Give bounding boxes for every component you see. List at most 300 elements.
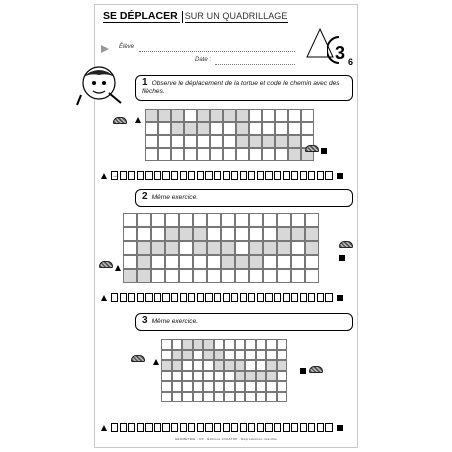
- code-box[interactable]: [317, 423, 324, 432]
- worksheet-page: [94, 4, 358, 448]
- grid-cell: [301, 109, 314, 122]
- code-box[interactable]: [145, 171, 152, 180]
- end-square-icon: [337, 425, 343, 431]
- grid-cell: [179, 241, 193, 255]
- code-box[interactable]: [240, 171, 247, 180]
- grid-cell: [235, 392, 246, 403]
- grid-cell: [277, 371, 288, 382]
- code-box[interactable]: [231, 423, 238, 432]
- grid-cell: [145, 148, 158, 161]
- code-box[interactable]: [223, 171, 230, 180]
- grid-cell: [184, 135, 197, 148]
- grid-cell: [193, 213, 207, 227]
- code-box[interactable]: [325, 293, 332, 302]
- end-square-icon: [321, 148, 327, 154]
- code-box[interactable]: [291, 423, 298, 432]
- grid-cell: [158, 148, 171, 161]
- grid-cell: [291, 213, 305, 227]
- grid-cell: [172, 392, 183, 403]
- grid-cell: [224, 339, 235, 350]
- grid-cell: [277, 269, 291, 283]
- grid-cell: [137, 241, 151, 255]
- grid-cell: [245, 339, 256, 350]
- grid-cell: [193, 269, 207, 283]
- grid-cell: [263, 255, 277, 269]
- grid-cell: [224, 371, 235, 382]
- grid-cell: [249, 241, 263, 255]
- grid-cell: [305, 241, 319, 255]
- code-box[interactable]: [308, 171, 315, 180]
- grid-cell: [145, 135, 158, 148]
- grid-cell: [210, 135, 223, 148]
- grid-cell: [207, 213, 221, 227]
- code-box[interactable]: [248, 423, 255, 432]
- code-box[interactable]: [257, 423, 264, 432]
- grid-cell: [151, 255, 165, 269]
- instruction-3: 3 Même exercice.: [135, 313, 353, 331]
- grid-cell: [172, 371, 183, 382]
- code-box[interactable]: [257, 293, 264, 302]
- grid-cell: [277, 255, 291, 269]
- grid-cell: [179, 269, 193, 283]
- grid-cell: [182, 381, 193, 392]
- grid-cell: [182, 339, 193, 350]
- code-box[interactable]: [214, 171, 221, 180]
- grid-cell: [207, 241, 221, 255]
- code-box[interactable]: [154, 293, 161, 302]
- code-box[interactable]: [162, 423, 169, 432]
- grid-cell: [249, 269, 263, 283]
- title-main: SE DÉPLACER: [103, 10, 178, 22]
- start-triangle-icon: [101, 295, 107, 301]
- page-title: [103, 10, 288, 23]
- turtle-icon: [305, 145, 319, 152]
- grid-cell: [249, 109, 262, 122]
- code-box[interactable]: [154, 423, 161, 432]
- grid-cell: [275, 135, 288, 148]
- grid-cell: [224, 392, 235, 403]
- date-field[interactable]: [215, 64, 295, 65]
- grid-cell: [179, 213, 193, 227]
- code-box[interactable]: [197, 293, 204, 302]
- grid-cell: [277, 339, 288, 350]
- grid-cell: [249, 213, 263, 227]
- grid-cell: [214, 371, 225, 382]
- code-box[interactable]: [265, 293, 272, 302]
- grid-cell: [291, 227, 305, 241]
- grid-cell: [171, 122, 184, 135]
- grid-cell: [123, 213, 137, 227]
- grid-cell: [277, 360, 288, 371]
- grid-cell: [235, 350, 246, 361]
- code-box[interactable]: [214, 293, 221, 302]
- grid-cell: [179, 227, 193, 241]
- code-box[interactable]: [317, 293, 324, 302]
- grid-cell: [236, 135, 249, 148]
- grid-cell: [263, 227, 277, 241]
- date-label: Date :: [195, 57, 212, 63]
- turtle-icon: [339, 241, 353, 248]
- grid-cell: [277, 350, 288, 361]
- code-box[interactable]: [265, 423, 272, 432]
- grid-cell: [224, 381, 235, 392]
- code-box[interactable]: [188, 293, 195, 302]
- code-box[interactable]: [231, 171, 238, 180]
- code-box[interactable]: →: [112, 173, 118, 179]
- grid-cell: [137, 227, 151, 241]
- grid-cell: [123, 241, 137, 255]
- code-box[interactable]: [137, 293, 144, 302]
- grid-cell: [277, 227, 291, 241]
- code-row-2: [101, 293, 343, 302]
- grid-cell: [171, 148, 184, 161]
- grid-cell: [214, 392, 225, 403]
- code-box[interactable]: [265, 171, 272, 180]
- grid-cell: [235, 381, 246, 392]
- code-box[interactable]: [128, 171, 135, 180]
- grid-cell: [145, 109, 158, 122]
- code-box[interactable]: [308, 293, 315, 302]
- grid-cell: [224, 360, 235, 371]
- grid-cell: [256, 350, 267, 361]
- grid-cell: [193, 339, 204, 350]
- code-box[interactable]: [300, 293, 307, 302]
- grid-cell: [275, 109, 288, 122]
- grid-cell: [262, 148, 275, 161]
- code-box[interactable]: [274, 171, 281, 180]
- grid-cell: [291, 241, 305, 255]
- turtle-icon: [131, 355, 145, 362]
- code-box[interactable]: [145, 293, 152, 302]
- grid-cell: [223, 148, 236, 161]
- code-box[interactable]: [231, 293, 238, 302]
- code-box[interactable]: [128, 293, 135, 302]
- grid-exercise-1: [145, 109, 314, 161]
- sheet-number: 3: [335, 43, 346, 63]
- grid-cell: [221, 227, 235, 241]
- code-box[interactable]: [205, 423, 212, 432]
- grid-cell: [236, 148, 249, 161]
- code-box[interactable]: [171, 171, 178, 180]
- footer-text: GÉOMÉTRIE · CP · Éditions JOCATOP · Reproduction interdite: [174, 437, 278, 441]
- start-triangle-icon: [115, 265, 121, 271]
- grid-cell: [182, 350, 193, 361]
- code-box[interactable]: [317, 171, 324, 180]
- end-square-icon: [337, 295, 343, 301]
- code-box[interactable]: [120, 293, 127, 302]
- grid-cell: [203, 360, 214, 371]
- grid-cell: [197, 122, 210, 135]
- grid-cell: [245, 381, 256, 392]
- code-box[interactable]: [188, 423, 195, 432]
- code-box[interactable]: [291, 171, 298, 180]
- grid-cell: [171, 109, 184, 122]
- eleve-label: Élève: [119, 44, 135, 50]
- end-square-icon: [337, 173, 343, 179]
- code-box[interactable]: [274, 423, 281, 432]
- grid-cell: [197, 109, 210, 122]
- grid-cell: [161, 350, 172, 361]
- grid-cell: [184, 148, 197, 161]
- grid-cell: [263, 213, 277, 227]
- grid-cell: [165, 255, 179, 269]
- grid-cell: [184, 109, 197, 122]
- start-triangle-icon: [101, 425, 107, 431]
- code-box[interactable]: [223, 293, 230, 302]
- grid-cell: [182, 360, 193, 371]
- grid-cell: [203, 350, 214, 361]
- grid-cell: [184, 122, 197, 135]
- grid-cell: [249, 148, 262, 161]
- grid-cell: [249, 255, 263, 269]
- end-square-icon: [300, 368, 306, 374]
- grid-cell: [210, 148, 223, 161]
- code-box[interactable]: [162, 171, 169, 180]
- code-box[interactable]: [300, 423, 307, 432]
- turtle-icon: [113, 117, 127, 124]
- code-box[interactable]: [197, 171, 204, 180]
- grid-cell: [214, 381, 225, 392]
- code-box[interactable]: [111, 423, 118, 432]
- grid-cell: [263, 241, 277, 255]
- code-box[interactable]: [257, 171, 264, 180]
- grid-cell: [145, 122, 158, 135]
- code-box[interactable]: [283, 423, 290, 432]
- code-box[interactable]: [197, 423, 204, 432]
- turtle-icon: [99, 261, 113, 268]
- code-row-1: [101, 171, 343, 180]
- grid-cell: [277, 392, 288, 403]
- grid-cell: [235, 371, 246, 382]
- grid-cell: [305, 269, 319, 283]
- grid-cell: [266, 360, 277, 371]
- code-box[interactable]: [274, 293, 281, 302]
- code-box[interactable]: [248, 293, 255, 302]
- grid-cell: [214, 360, 225, 371]
- grid-cell: [151, 241, 165, 255]
- code-box[interactable]: [180, 293, 187, 302]
- grid-cell: [221, 241, 235, 255]
- grid-cell: [151, 269, 165, 283]
- grid-cell: [158, 122, 171, 135]
- code-box[interactable]: [120, 423, 127, 432]
- grid-cell: [262, 135, 275, 148]
- code-box[interactable]: [205, 293, 212, 302]
- grid-cell: [203, 339, 214, 350]
- grid-cell: [266, 392, 277, 403]
- code-box[interactable]: [145, 423, 152, 432]
- grid-cell: [236, 109, 249, 122]
- title-subtitle: SUR UN QUADRILLAGE: [184, 11, 288, 21]
- grid-cell: [305, 213, 319, 227]
- grid-cell: [235, 227, 249, 241]
- grid-cell: [275, 122, 288, 135]
- code-box[interactable]: [188, 171, 195, 180]
- grid-cell: [245, 371, 256, 382]
- grid-cell: [158, 135, 171, 148]
- grid-cell: [123, 255, 137, 269]
- grid-cell: [263, 269, 277, 283]
- code-box[interactable]: [325, 423, 332, 432]
- code-box[interactable]: [283, 293, 290, 302]
- grid-cell: [245, 392, 256, 403]
- start-triangle-icon: [135, 117, 141, 123]
- grid-cell: [161, 381, 172, 392]
- grid-cell: [266, 381, 277, 392]
- grid-cell: [262, 122, 275, 135]
- grid-cell: [171, 135, 184, 148]
- grid-exercise-3: [161, 339, 287, 402]
- grid-cell: [256, 392, 267, 403]
- grid-cell: [193, 255, 207, 269]
- grid-cell: [223, 109, 236, 122]
- grid-cell: [161, 371, 172, 382]
- turtle-icon: [309, 366, 323, 373]
- grid-cell: [193, 371, 204, 382]
- grid-cell: [301, 122, 314, 135]
- grid-cell: [207, 255, 221, 269]
- grid-cell: [207, 227, 221, 241]
- grid-cell: [256, 371, 267, 382]
- instruction-1: 1 Observe le déplacement de la tortue et code le chemin avec des flèches.: [135, 75, 353, 101]
- grid-cell: [161, 392, 172, 403]
- code-box[interactable]: [111, 293, 118, 302]
- grid-cell: [165, 269, 179, 283]
- grid-cell: [305, 227, 319, 241]
- grid-cell: [277, 241, 291, 255]
- grid-cell: [235, 339, 246, 350]
- code-box[interactable]: [171, 293, 178, 302]
- grid-cell: [161, 360, 172, 371]
- code-box[interactable]: [291, 293, 298, 302]
- code-box[interactable]: [205, 171, 212, 180]
- grid-cell: [288, 135, 301, 148]
- code-box[interactable]: [137, 423, 144, 432]
- code-box[interactable]: [180, 423, 187, 432]
- grid-cell: [305, 255, 319, 269]
- grid-cell: [161, 339, 172, 350]
- grid-cell: [172, 350, 183, 361]
- grid-cell: [179, 255, 193, 269]
- grid-cell: [223, 122, 236, 135]
- grid-cell: [123, 227, 137, 241]
- grid-cell: [172, 381, 183, 392]
- grid-cell: [193, 227, 207, 241]
- grid-cell: [151, 227, 165, 241]
- code-box[interactable]: [308, 423, 315, 432]
- code-box[interactable]: [283, 171, 290, 180]
- code-box[interactable]: [180, 171, 187, 180]
- code-box[interactable]: [223, 423, 230, 432]
- eleve-field[interactable]: [139, 51, 295, 52]
- grid-cell: [203, 371, 214, 382]
- grid-cell: [197, 135, 210, 148]
- grid-cell: [288, 109, 301, 122]
- grid-cell: [123, 269, 137, 283]
- grid-cell: [203, 392, 214, 403]
- code-box[interactable]: [240, 293, 247, 302]
- grid-cell: [266, 339, 277, 350]
- grid-cell: [182, 371, 193, 382]
- grid-cell: [224, 350, 235, 361]
- grid-cell: [291, 255, 305, 269]
- grid-cell: [182, 392, 193, 403]
- grid-cell: [288, 148, 301, 161]
- arrow-marker-icon: [101, 45, 109, 53]
- grid-cell: [235, 213, 249, 227]
- code-box[interactable]: [137, 171, 144, 180]
- grid-cell: [262, 109, 275, 122]
- grid-cell: [249, 135, 262, 148]
- grid-cell: [165, 227, 179, 241]
- grid-cell: [193, 360, 204, 371]
- code-box[interactable]: [300, 171, 307, 180]
- grid-cell: [277, 213, 291, 227]
- instruction-2: 2 Même exercice.: [135, 189, 353, 207]
- grid-cell: [151, 213, 165, 227]
- grid-cell: [288, 122, 301, 135]
- grid-cell: [235, 360, 246, 371]
- code-box[interactable]: [240, 423, 247, 432]
- grid-cell: [223, 135, 236, 148]
- end-square-icon: [339, 255, 345, 261]
- grid-cell: [275, 148, 288, 161]
- grid-cell: [256, 360, 267, 371]
- grid-cell: [207, 269, 221, 283]
- code-row-3: [101, 423, 343, 432]
- grid-cell: [172, 339, 183, 350]
- grid-cell: [277, 381, 288, 392]
- child-drawing-icon: [73, 63, 125, 107]
- grid-cell: [266, 371, 277, 382]
- code-box[interactable]: [214, 423, 221, 432]
- grid-cell: [193, 241, 207, 255]
- grid-cell: [249, 227, 263, 241]
- grid-cell: [137, 213, 151, 227]
- grid-cell: [193, 350, 204, 361]
- grid-cell: [214, 350, 225, 361]
- grid-cell: [197, 148, 210, 161]
- grid-cell: [137, 269, 151, 283]
- code-box[interactable]: [154, 171, 161, 180]
- grid-cell: [266, 350, 277, 361]
- code-box[interactable]: [171, 423, 178, 432]
- grid-cell: [256, 339, 267, 350]
- grid-cell: [210, 122, 223, 135]
- grid-cell: [214, 339, 225, 350]
- start-triangle-icon: [153, 359, 159, 365]
- sheet-subnumber: 6: [348, 57, 354, 67]
- grid-cell: [137, 255, 151, 269]
- code-box[interactable]: [128, 423, 135, 432]
- grid-cell: [210, 109, 223, 122]
- code-box[interactable]: [248, 171, 255, 180]
- code-box[interactable]: [325, 171, 332, 180]
- grid-cell: [172, 360, 183, 371]
- grid-cell: [221, 255, 235, 269]
- grid-cell: [165, 213, 179, 227]
- grid-cell: [245, 350, 256, 361]
- grid-cell: [235, 269, 249, 283]
- grid-cell: [203, 381, 214, 392]
- grid-cell: [221, 213, 235, 227]
- grid-exercise-2: [123, 213, 319, 283]
- code-box[interactable]: [120, 171, 127, 180]
- grid-cell: [291, 269, 305, 283]
- code-box[interactable]: [162, 293, 169, 302]
- grid-cell: [158, 109, 171, 122]
- grid-cell: [235, 241, 249, 255]
